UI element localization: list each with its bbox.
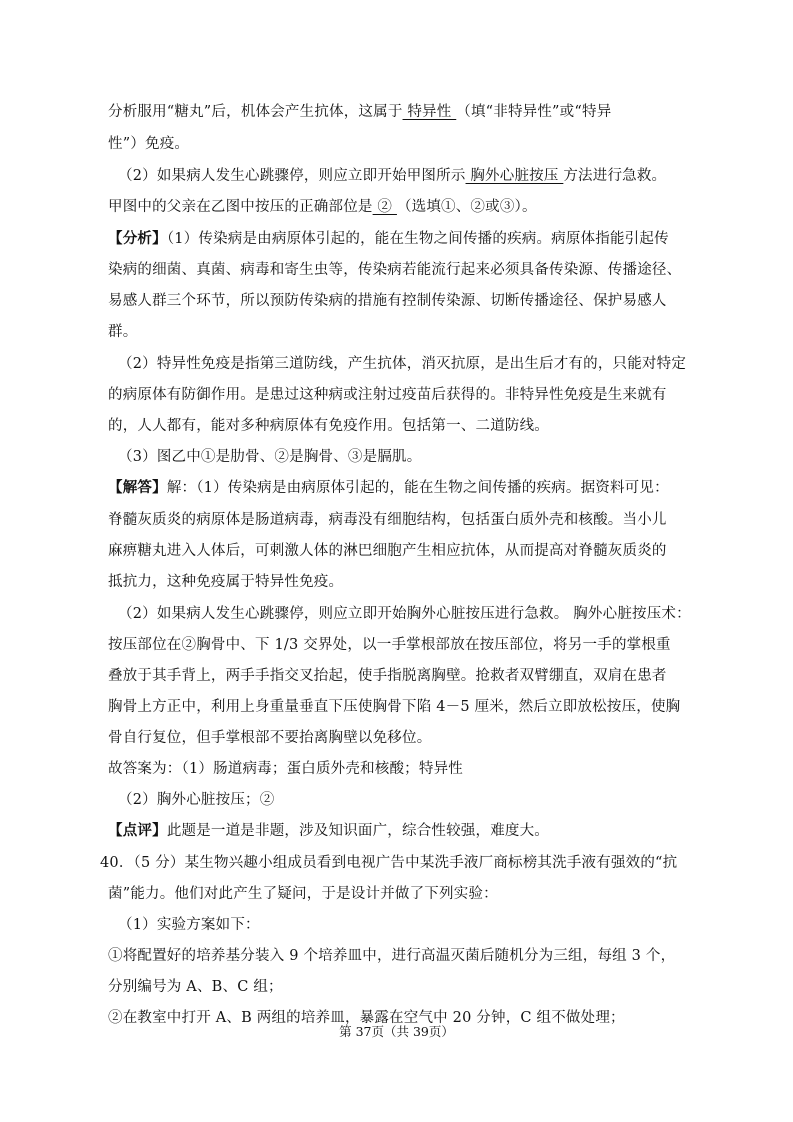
- text-line: [108, 102, 611, 122]
- line-text: 骨自行复位，但手掌根部不要抬离胸壁以免移位。: [108, 730, 432, 746]
- line-text: 菌”能力。他们对此产生了疑问，于是设计并做了下列实验：: [108, 886, 498, 902]
- line-text: （3）图乙中①是肋骨、②是胸骨、③是膈肌。: [118, 449, 422, 465]
- line-text: （2）如果病人发生心跳骤停，则应立即开始胸外心脏按压进行急救。 胸外心脏按压术：: [118, 606, 691, 622]
- line-text: （1）传染病是由病原体引起的，能在生物之间传播的疾病。病原体指能引起传: [166, 231, 669, 247]
- line-text: 分别编号为 A、B、C 组；: [108, 979, 283, 995]
- answer-blank: ②: [372, 199, 397, 215]
- line-text: 脊髓灰质炎的病原体是肠道病毒，病毒没有细胞结构，包括蛋白质外壳和核酸。当小儿: [108, 512, 667, 528]
- line-text: 解：（1）传染病是由病原体引起的，能在生物之间传播的疾病。据资料可见：: [166, 480, 669, 496]
- line-text: （选填①、②或③）。: [396, 199, 537, 215]
- text-line: [108, 134, 189, 154]
- text-line: [118, 354, 686, 374]
- text-line: [108, 260, 681, 280]
- line-text: 群。: [108, 324, 138, 340]
- line-text: （1）实验方案如下：: [118, 917, 260, 933]
- line-text: 叠放于其手背上，两手手指交叉抬起，使手指脱离胸壁。抢救者双臂绷直，双肩在患者: [108, 668, 667, 684]
- text-line: [108, 510, 667, 530]
- text-line: [108, 416, 549, 436]
- text-line: [108, 291, 667, 311]
- text-line: [118, 604, 691, 624]
- text-line: [108, 572, 343, 592]
- line-text: 染病的细菌、真菌、病毒和寄生虫等，传染病若能流行起来必须具备传染源、传播途径、: [108, 262, 682, 278]
- answer-summary-line: [108, 759, 463, 779]
- line-text: 甲图中的父亲在乙图中按压的正确部位是: [108, 199, 373, 215]
- text-line: [108, 385, 667, 405]
- text-line: [108, 697, 680, 717]
- line-text: 方法进行急救。: [563, 168, 667, 184]
- line-text: 的，人人都有，能对多种病原体有免疫作用。包括第一、二道防线。: [108, 418, 549, 434]
- line-text: 易感人群三个环节，所以预防传染病的措施有控制传染源、切断传播途径、保护易感人: [108, 293, 667, 309]
- solution-heading-line: [108, 478, 669, 498]
- section-tag: 【点评】: [108, 822, 167, 839]
- page-footer: 第 37页（共 39页）: [339, 1024, 454, 1039]
- line-text: 40．（5 分）某生物兴趣小组成员看到电视广告中某洗手液厂商标榜其洗手液有强效的“抗: [100, 855, 678, 871]
- text-line: [108, 946, 675, 966]
- line-text: ②在教室中打开 A、B 两组的培养皿，暴露在空气中 20 分钟，C 组不做处理；: [108, 1010, 625, 1026]
- line-text: 性”）免疫。: [108, 136, 190, 152]
- text-line: [108, 977, 283, 997]
- line-text: 麻痹糖丸进入人体后，可刺激人体的淋巴细胞产生相应抗体，从而提高对脊髓灰质炎的: [108, 543, 667, 559]
- text-line: [118, 166, 666, 186]
- text-line: [108, 635, 671, 655]
- text-line: [108, 541, 667, 561]
- section-tag: 【解答】: [108, 479, 167, 496]
- line-text: 故答案为：（1）肠道病毒；蛋白质外壳和核酸；特异性: [108, 761, 463, 777]
- text-line: [108, 666, 667, 686]
- line-text: 按压部位在②胸骨中、下 1/3 交界处，以一手掌根部放在按压部位，将另一手的掌根重: [108, 637, 671, 653]
- text-line: [118, 447, 421, 467]
- line-text: （2）胸外心脏按压；②: [118, 792, 275, 808]
- analysis-heading-line: [108, 229, 669, 249]
- line-text: （2）如果病人发生心跳骤停，则应立即开始甲图所示: [118, 168, 466, 184]
- line-text: 分析服用“糖丸”后，机体会产生抗体，这属于: [108, 104, 403, 120]
- text-line: [118, 915, 260, 935]
- text-line: [108, 322, 137, 342]
- line-text: ①将配置好的培养基分装入 9 个培养皿中，进行高温灭菌后随机分为三组，每组 3 个，: [108, 948, 676, 964]
- comment-heading-line: [108, 821, 549, 841]
- answer-blank: 胸外心脏按压: [465, 168, 564, 184]
- line-text: 抵抗力，这种免疫属于特异性免疫。: [108, 574, 344, 590]
- line-text: （填“非特异性”或“特异: [456, 104, 612, 120]
- line-text: （2）特异性免疫是指第三道防线，产生抗体，消灭抗原，是出生后才有的，只能对特定: [118, 356, 687, 372]
- line-text: 胸骨上方正中，利用上身重量垂直下压使胸骨下陷 4－5 厘米，然后立即放松按压，使胸: [108, 699, 681, 715]
- section-tag: 【分析】: [108, 230, 167, 247]
- text-line: [108, 197, 537, 217]
- text-line: [108, 884, 498, 904]
- answer-blank: 特异性: [402, 104, 457, 120]
- question-40-line: [100, 853, 677, 873]
- line-text: 此题是一道是非题，涉及知识面广，综合性较强，难度大。: [166, 823, 550, 839]
- line-text: 的病原体有防御作用。是患过这种病或注射过疫苗后获得的。非特异性免疫是生来就有: [108, 387, 667, 403]
- text-line: [118, 790, 274, 810]
- text-line: [108, 728, 431, 748]
